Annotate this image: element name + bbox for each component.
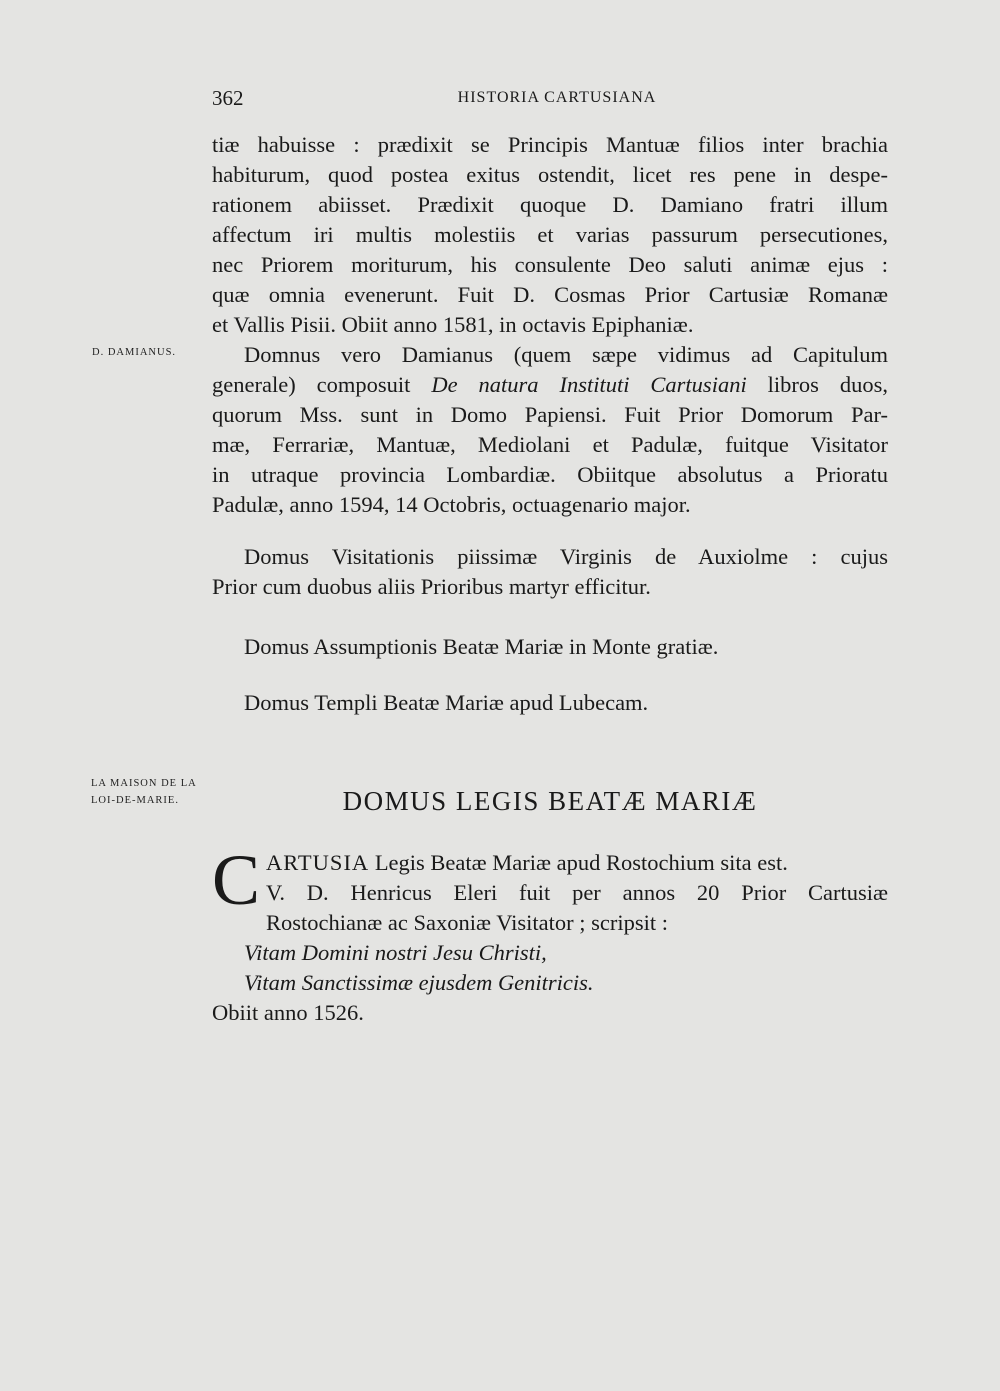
margin-note-damianus: D. DAMIANUS. (92, 347, 177, 358)
text-line: Rostochianæ ac Saxoniæ Visitator ; scripsit : (266, 910, 668, 935)
paragraph-2 (212, 340, 888, 520)
text-line: Obiit anno 1526. (212, 1000, 364, 1025)
work-title-italic: Vitam Domini nostri Jesu Christi, (244, 940, 547, 965)
page-number: 362 (212, 86, 244, 110)
caps-word: ARTUSIA (266, 850, 370, 875)
text-line (212, 848, 888, 878)
text-segment: libros duos, (746, 372, 888, 397)
text-segment: Legis Beatæ Mariæ apud Rostochium sita est. (369, 850, 788, 875)
text-line (212, 938, 888, 968)
text-line: et Vallis Pisii. Obiit anno 1581, in octavis Epiphaniæ. (212, 312, 694, 337)
section-body (212, 840, 888, 1028)
text-line: Prior cum duobus aliis Prioribus martyr efficitur. (212, 574, 651, 599)
text-line: affectum iri multis molestiis et varias passurum persecutiones, (212, 222, 888, 247)
text-line: quæ omnia evenerunt. Fuit D. Cosmas Prior Cartusiæ Romanæ (212, 282, 888, 307)
paragraph-5 (212, 688, 888, 718)
text-line: habiturum, quod postea exitus ostendit, licet res pene in despe- (212, 162, 888, 187)
paragraph-4 (212, 632, 888, 662)
work-title-italic: Vitam Sanctissimæ ejusdem Genitricis. (244, 970, 594, 995)
margin-note-line: LA MAISON DE LA (91, 778, 197, 789)
text-line (212, 968, 888, 998)
text-line: in utraque provincia Lombardiæ. Obiitque absolutus a Prioratu (212, 462, 888, 487)
running-title: HISTORIA CARTUSIANA (457, 89, 657, 106)
text-line: Padulæ, anno 1594, 14 Octobris, octuagenario major. (212, 492, 691, 517)
text-segment: generale) composuit (212, 372, 432, 397)
text-line: rationem abiisset. Prædixit quoque D. Damiano fratri illum (212, 192, 888, 217)
text-line: nec Priorem moriturum, his consulente Deo saluti animæ ejus : (212, 252, 888, 277)
margin-note-maison (91, 775, 197, 809)
text-line: Domus Assumptionis Beatæ Mariæ in Monte gratiæ. (244, 634, 719, 659)
text-line: quorum Mss. sunt in Domo Papiensi. Fuit Prior Domorum Par- (212, 402, 888, 427)
section-heading: DOMUS LEGIS BEATÆ MARIÆ (342, 786, 758, 816)
text-line: Domus Visitationis piissimæ Virginis de Auxiolme : cujus (244, 544, 888, 569)
text-line: tiæ habuisse : prædixit se Principis Mantuæ filios inter brachia (212, 132, 888, 157)
book-title-italic: De natura Instituti Cartusiani (431, 372, 747, 397)
text-line: Domus Templi Beatæ Mariæ apud Lubecam. (244, 690, 649, 715)
margin-note-line: LOI-DE-MARIE. (91, 795, 179, 806)
drop-cap: C (212, 840, 261, 920)
text-line (212, 370, 888, 400)
running-header (0, 86, 1000, 116)
paragraph-1 (212, 130, 888, 340)
paragraph-3 (212, 542, 888, 602)
text-line: mæ, Ferrariæ, Mantuæ, Mediolani et Padulæ, fuitque Visitator (212, 432, 888, 457)
text-line: V. D. Henricus Eleri fuit per annos 20 Prior Cartusiæ (266, 880, 888, 905)
text-line: Domnus vero Damianus (quem sæpe vidimus ad Capitulum (244, 342, 888, 367)
